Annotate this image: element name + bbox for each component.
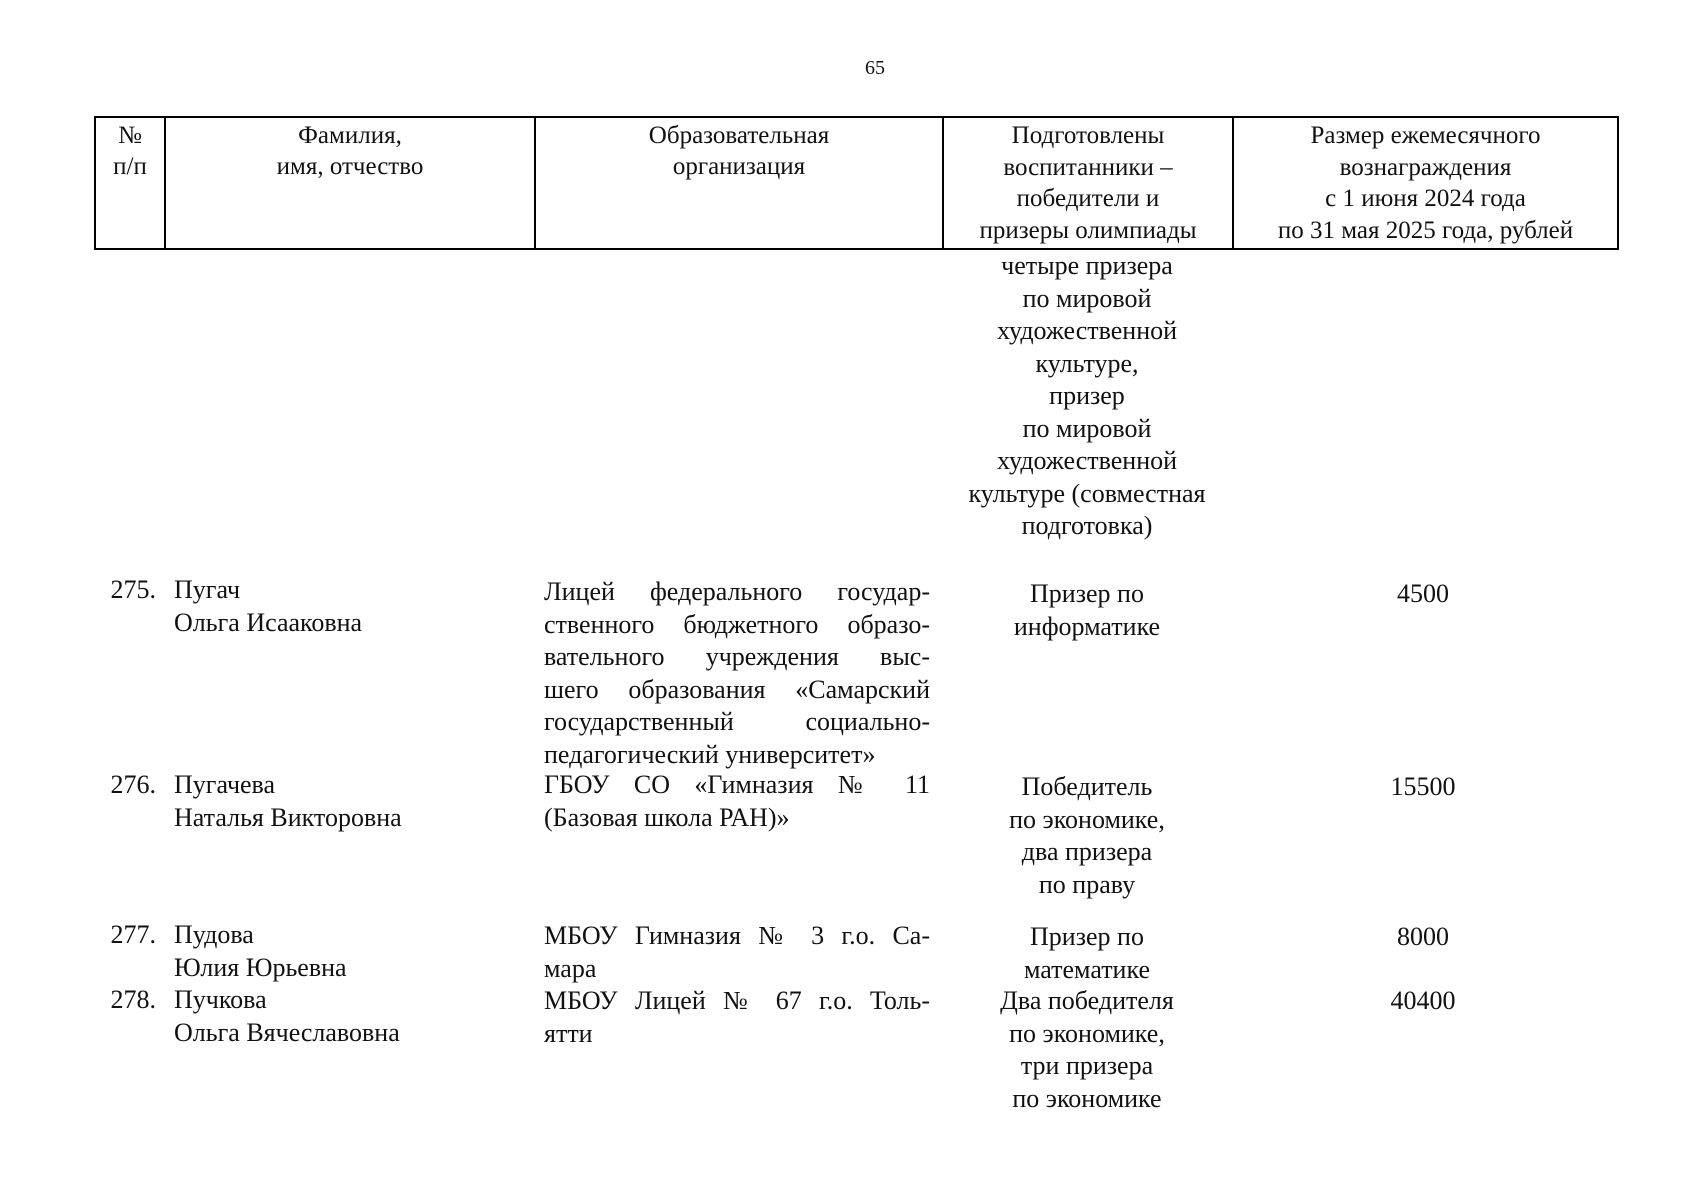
org-line: ятти xyxy=(544,1018,593,1048)
prepared-line: четыре призера xyxy=(1001,251,1173,280)
row-277-award: 8000 xyxy=(1397,922,1449,951)
prepared-line: по праву xyxy=(1038,869,1136,899)
header-org xyxy=(536,118,944,248)
page-number: 65 xyxy=(865,57,885,79)
header-award-line: вознаграждения xyxy=(1339,153,1512,181)
name-line: Пудова xyxy=(174,920,254,949)
prepared-line: по мировой xyxy=(1022,283,1152,313)
row-278-org xyxy=(544,985,930,1050)
row-275-award: 4500 xyxy=(1397,579,1449,608)
row-275-name xyxy=(174,574,362,639)
row-276-name xyxy=(174,769,402,834)
prepared-line: культуре (совместная xyxy=(968,478,1206,508)
prepared-line: по мировой xyxy=(1022,413,1152,443)
header-name xyxy=(166,118,536,248)
org-line: вательного учреждения выс- xyxy=(544,642,930,671)
header-prepared-line: воспитанники – xyxy=(1003,153,1173,181)
prepared-line: информатике xyxy=(1013,611,1161,641)
header-prepared xyxy=(944,118,1234,248)
prepared-line: Победитель xyxy=(1021,772,1153,801)
header-name-line: имя, отчество xyxy=(276,153,424,180)
prepared-line: культуре, xyxy=(1035,348,1139,378)
row-276-award: 15500 xyxy=(1390,772,1456,801)
prepared-line: призер xyxy=(1049,381,1125,410)
header-award-line: по 31 мая 2025 года, рублей xyxy=(1277,216,1574,244)
name-line: Ольга Вячеславовна xyxy=(174,1017,400,1047)
org-line: Лицей федерального государ- xyxy=(544,577,930,606)
header-prepared-line: призеры олимпиады xyxy=(979,216,1197,244)
org-line: ственного бюджетного образо- xyxy=(544,609,930,639)
row-275-org xyxy=(544,576,930,771)
header-org-line: организация xyxy=(672,153,806,180)
row-275-num: 275. xyxy=(110,575,156,604)
row-277-num: 277. xyxy=(110,920,156,949)
name-line: Пугач xyxy=(174,575,241,604)
row-275-prepared xyxy=(947,578,1227,643)
prepared-line: по экономике, xyxy=(1009,1018,1165,1048)
prepared-line: по экономике, xyxy=(1009,804,1165,834)
row-278-name xyxy=(174,984,400,1049)
name-line: Пугачева xyxy=(174,770,276,799)
header-award-line: Размер ежемесячного xyxy=(1310,122,1541,149)
org-line: МБОУ Лицей № 67 г.о. Толь- xyxy=(544,986,930,1015)
header-prepared-line: Подготовлены xyxy=(1011,122,1165,149)
header-award-line: с 1 июня 2024 года xyxy=(1325,185,1526,212)
org-line: ГБОУ СО «Гимназия № 11 xyxy=(544,770,930,799)
org-line: государственный социально- xyxy=(544,707,930,736)
row-277-org xyxy=(544,920,930,985)
name-line: Юлия Юрьевна xyxy=(174,952,347,982)
prepared-line: математике xyxy=(1024,954,1150,984)
prepared-line: подготовка) xyxy=(1021,511,1153,540)
name-line: Пучкова xyxy=(174,985,267,1014)
org-line: МБОУ Гимназия № 3 г.о. Са- xyxy=(544,921,930,950)
continuation-prepared-cell xyxy=(947,250,1227,543)
header-name-line: Фамилия, xyxy=(298,122,402,149)
row-277-name xyxy=(174,919,347,984)
prepared-line: художественной xyxy=(996,316,1178,345)
org-line: (Базовая школа РАН)» xyxy=(544,802,790,832)
header-num-line: № xyxy=(118,122,142,149)
prepared-line: по экономике xyxy=(1012,1083,1162,1113)
org-line: мара xyxy=(544,953,597,983)
header-award xyxy=(1234,118,1617,248)
prepared-line: три призера xyxy=(1020,1051,1154,1080)
header-org-line: Образовательная xyxy=(648,122,830,149)
table-header xyxy=(94,116,1619,250)
org-line: педагогический университет» xyxy=(544,739,876,769)
prepared-line: Два победителя xyxy=(1000,986,1174,1015)
row-278-prepared xyxy=(947,985,1227,1115)
prepared-line: Призер по xyxy=(1030,922,1144,951)
row-276-num: 276. xyxy=(110,770,156,799)
name-line: Наталья Викторовна xyxy=(174,802,402,832)
row-276-org xyxy=(544,769,930,834)
row-278-num: 278. xyxy=(110,985,156,1014)
prepared-line: Призер по xyxy=(1030,579,1144,608)
name-line: Ольга Исааковна xyxy=(174,607,363,637)
header-prepared-line: победители и xyxy=(1016,185,1160,212)
header-num-line: п/п xyxy=(113,153,147,180)
header-num xyxy=(96,118,166,248)
row-278-award: 40400 xyxy=(1390,986,1456,1015)
row-277-prepared xyxy=(947,921,1227,986)
prepared-line: два призера xyxy=(1021,837,1153,866)
org-line: шего образования «Самарский xyxy=(544,674,930,704)
row-276-prepared xyxy=(947,771,1227,901)
prepared-line: художественной xyxy=(996,446,1178,475)
